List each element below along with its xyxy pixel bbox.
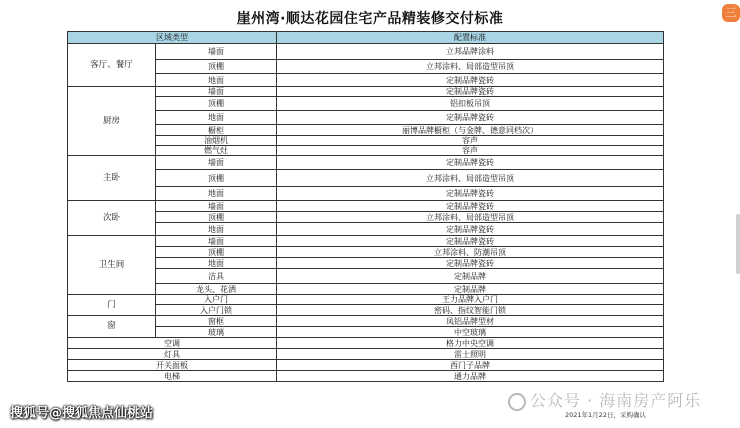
item-cell: 入户门锁 xyxy=(156,305,277,316)
item-cell: 油烟机 xyxy=(156,136,277,146)
table-row xyxy=(68,223,664,236)
standard-cell: 立邦涂料、局部造型吊顶 xyxy=(277,60,664,74)
table-row xyxy=(68,316,664,327)
area-cell: 开关面板 xyxy=(68,360,277,371)
standard-cell: 立邦涂料、防潮吊顶 xyxy=(277,247,664,258)
standard-cell: 西门子品牌 xyxy=(277,360,664,371)
wechat-icon xyxy=(508,393,526,411)
item-cell: 玻璃 xyxy=(156,327,277,338)
area-cell: 门 xyxy=(68,295,156,316)
area-cell: 主卧 xyxy=(68,156,156,201)
area-cell: 电梯 xyxy=(68,371,277,382)
standard-cell: 密码、指纹智能门锁 xyxy=(277,305,664,316)
item-cell: 窗框 xyxy=(156,316,277,327)
table-row xyxy=(68,170,664,187)
table-row xyxy=(68,247,664,258)
table-row xyxy=(68,87,664,97)
table-row xyxy=(68,136,664,146)
spec-table xyxy=(67,31,664,382)
watermark-text: 公众号 · 海南房产阿乐 xyxy=(530,391,702,410)
item-cell: 地面 xyxy=(156,258,277,269)
standard-cell: 定制品牌瓷砖 xyxy=(277,258,664,269)
table-row xyxy=(68,212,664,223)
standard-cell: 定制品牌瓷砖 xyxy=(277,111,664,125)
item-cell: 顶棚 xyxy=(156,170,277,187)
item-cell: 墙面 xyxy=(156,44,277,60)
standard-cell: 铝扣板吊顶 xyxy=(277,97,664,111)
area-cell: 窗 xyxy=(68,316,156,338)
standard-cell: 丽博品牌橱柜（与金牌、德意同档次） xyxy=(277,125,664,136)
table-row xyxy=(68,74,664,87)
table-row xyxy=(68,236,664,247)
header-area: 区域类型 xyxy=(68,32,277,44)
standard-cell: 格力中央空调 xyxy=(277,338,664,349)
table-row xyxy=(68,44,664,60)
item-cell: 龙头、花洒 xyxy=(156,284,277,295)
table-body xyxy=(68,44,664,382)
table-row xyxy=(68,360,664,371)
item-cell: 地面 xyxy=(156,111,277,125)
area-cell: 次卧 xyxy=(68,201,156,236)
item-cell: 入户门 xyxy=(156,295,277,305)
table-row xyxy=(68,349,664,360)
item-cell: 墙面 xyxy=(156,201,277,212)
table-row xyxy=(68,125,664,136)
spec-table-container xyxy=(67,31,663,382)
item-cell: 橱柜 xyxy=(156,125,277,136)
standard-cell: 定制品牌 xyxy=(277,284,664,295)
standard-cell: 立邦涂料、局部造型吊顶 xyxy=(277,170,664,187)
item-cell: 顶棚 xyxy=(156,247,277,258)
table-row xyxy=(68,338,664,349)
standard-cell: 立邦涂料、局部造型吊顶 xyxy=(277,212,664,223)
footnote: 2021年1月22日，采购确认 xyxy=(565,411,646,419)
page-title: 崖州湾·顺达花园住宅产品精装修交付标准 xyxy=(236,11,504,27)
standard-cell: 通力品牌 xyxy=(277,371,664,382)
item-cell: 洁具 xyxy=(156,269,277,284)
sohu-watermark: 搜狐号@搜狐焦点仙桃站 xyxy=(10,406,154,421)
table-row xyxy=(68,327,664,338)
area-cell: 灯具 xyxy=(68,349,277,360)
area-cell: 客厅、餐厅 xyxy=(68,44,156,87)
table-row xyxy=(68,60,664,74)
table-row xyxy=(68,371,664,382)
standard-cell: 定制品牌瓷砖 xyxy=(277,236,664,247)
item-cell: 墙面 xyxy=(156,156,277,170)
standard-cell: 定制品牌瓷砖 xyxy=(277,156,664,170)
standard-cell: 定制品牌瓷砖 xyxy=(277,74,664,87)
table-row xyxy=(68,97,664,111)
item-cell: 地面 xyxy=(156,223,277,236)
standard-cell: 立邦品牌涂料 xyxy=(277,44,664,60)
standard-cell: 容声 xyxy=(277,136,664,146)
table-row xyxy=(68,295,664,305)
standard-cell: 定制品牌 xyxy=(277,269,664,284)
item-cell: 地面 xyxy=(156,74,277,87)
standard-cell: 中空玻璃 xyxy=(277,327,664,338)
item-cell: 墙面 xyxy=(156,87,277,97)
standard-cell: 凤铝品牌型材 xyxy=(277,316,664,327)
standard-cell: 定制品牌瓷砖 xyxy=(277,87,664,97)
standard-cell: 雷士照明 xyxy=(277,349,664,360)
table-row xyxy=(68,187,664,201)
table-row xyxy=(68,284,664,295)
table-row xyxy=(68,156,664,170)
item-cell: 墙面 xyxy=(156,236,277,247)
item-cell: 顶棚 xyxy=(156,97,277,111)
table-row xyxy=(68,305,664,316)
standard-cell: 容声 xyxy=(277,146,664,156)
area-cell: 空调 xyxy=(68,338,277,349)
standard-cell: 定制品牌瓷砖 xyxy=(277,187,664,201)
wechat-watermark xyxy=(508,388,701,411)
item-cell: 地面 xyxy=(156,187,277,201)
item-cell: 顶棚 xyxy=(156,212,277,223)
table-row xyxy=(68,146,664,156)
table-header-row xyxy=(68,32,664,44)
table-row xyxy=(68,201,664,212)
app-badge-icon[interactable]: 三 xyxy=(722,4,740,22)
standard-cell: 定制品牌瓷砖 xyxy=(277,201,664,212)
table-row xyxy=(68,111,664,125)
item-cell: 顶棚 xyxy=(156,60,277,74)
table-row xyxy=(68,269,664,284)
scrollbar[interactable] xyxy=(736,214,740,274)
area-cell: 厨房 xyxy=(68,87,156,156)
header-standard: 配置标准 xyxy=(277,32,664,44)
table-row xyxy=(68,258,664,269)
standard-cell: 王力品牌入户门 xyxy=(277,295,664,305)
standard-cell: 定制品牌瓷砖 xyxy=(277,223,664,236)
area-cell: 卫生间 xyxy=(68,236,156,295)
item-cell: 燃气灶 xyxy=(156,146,277,156)
